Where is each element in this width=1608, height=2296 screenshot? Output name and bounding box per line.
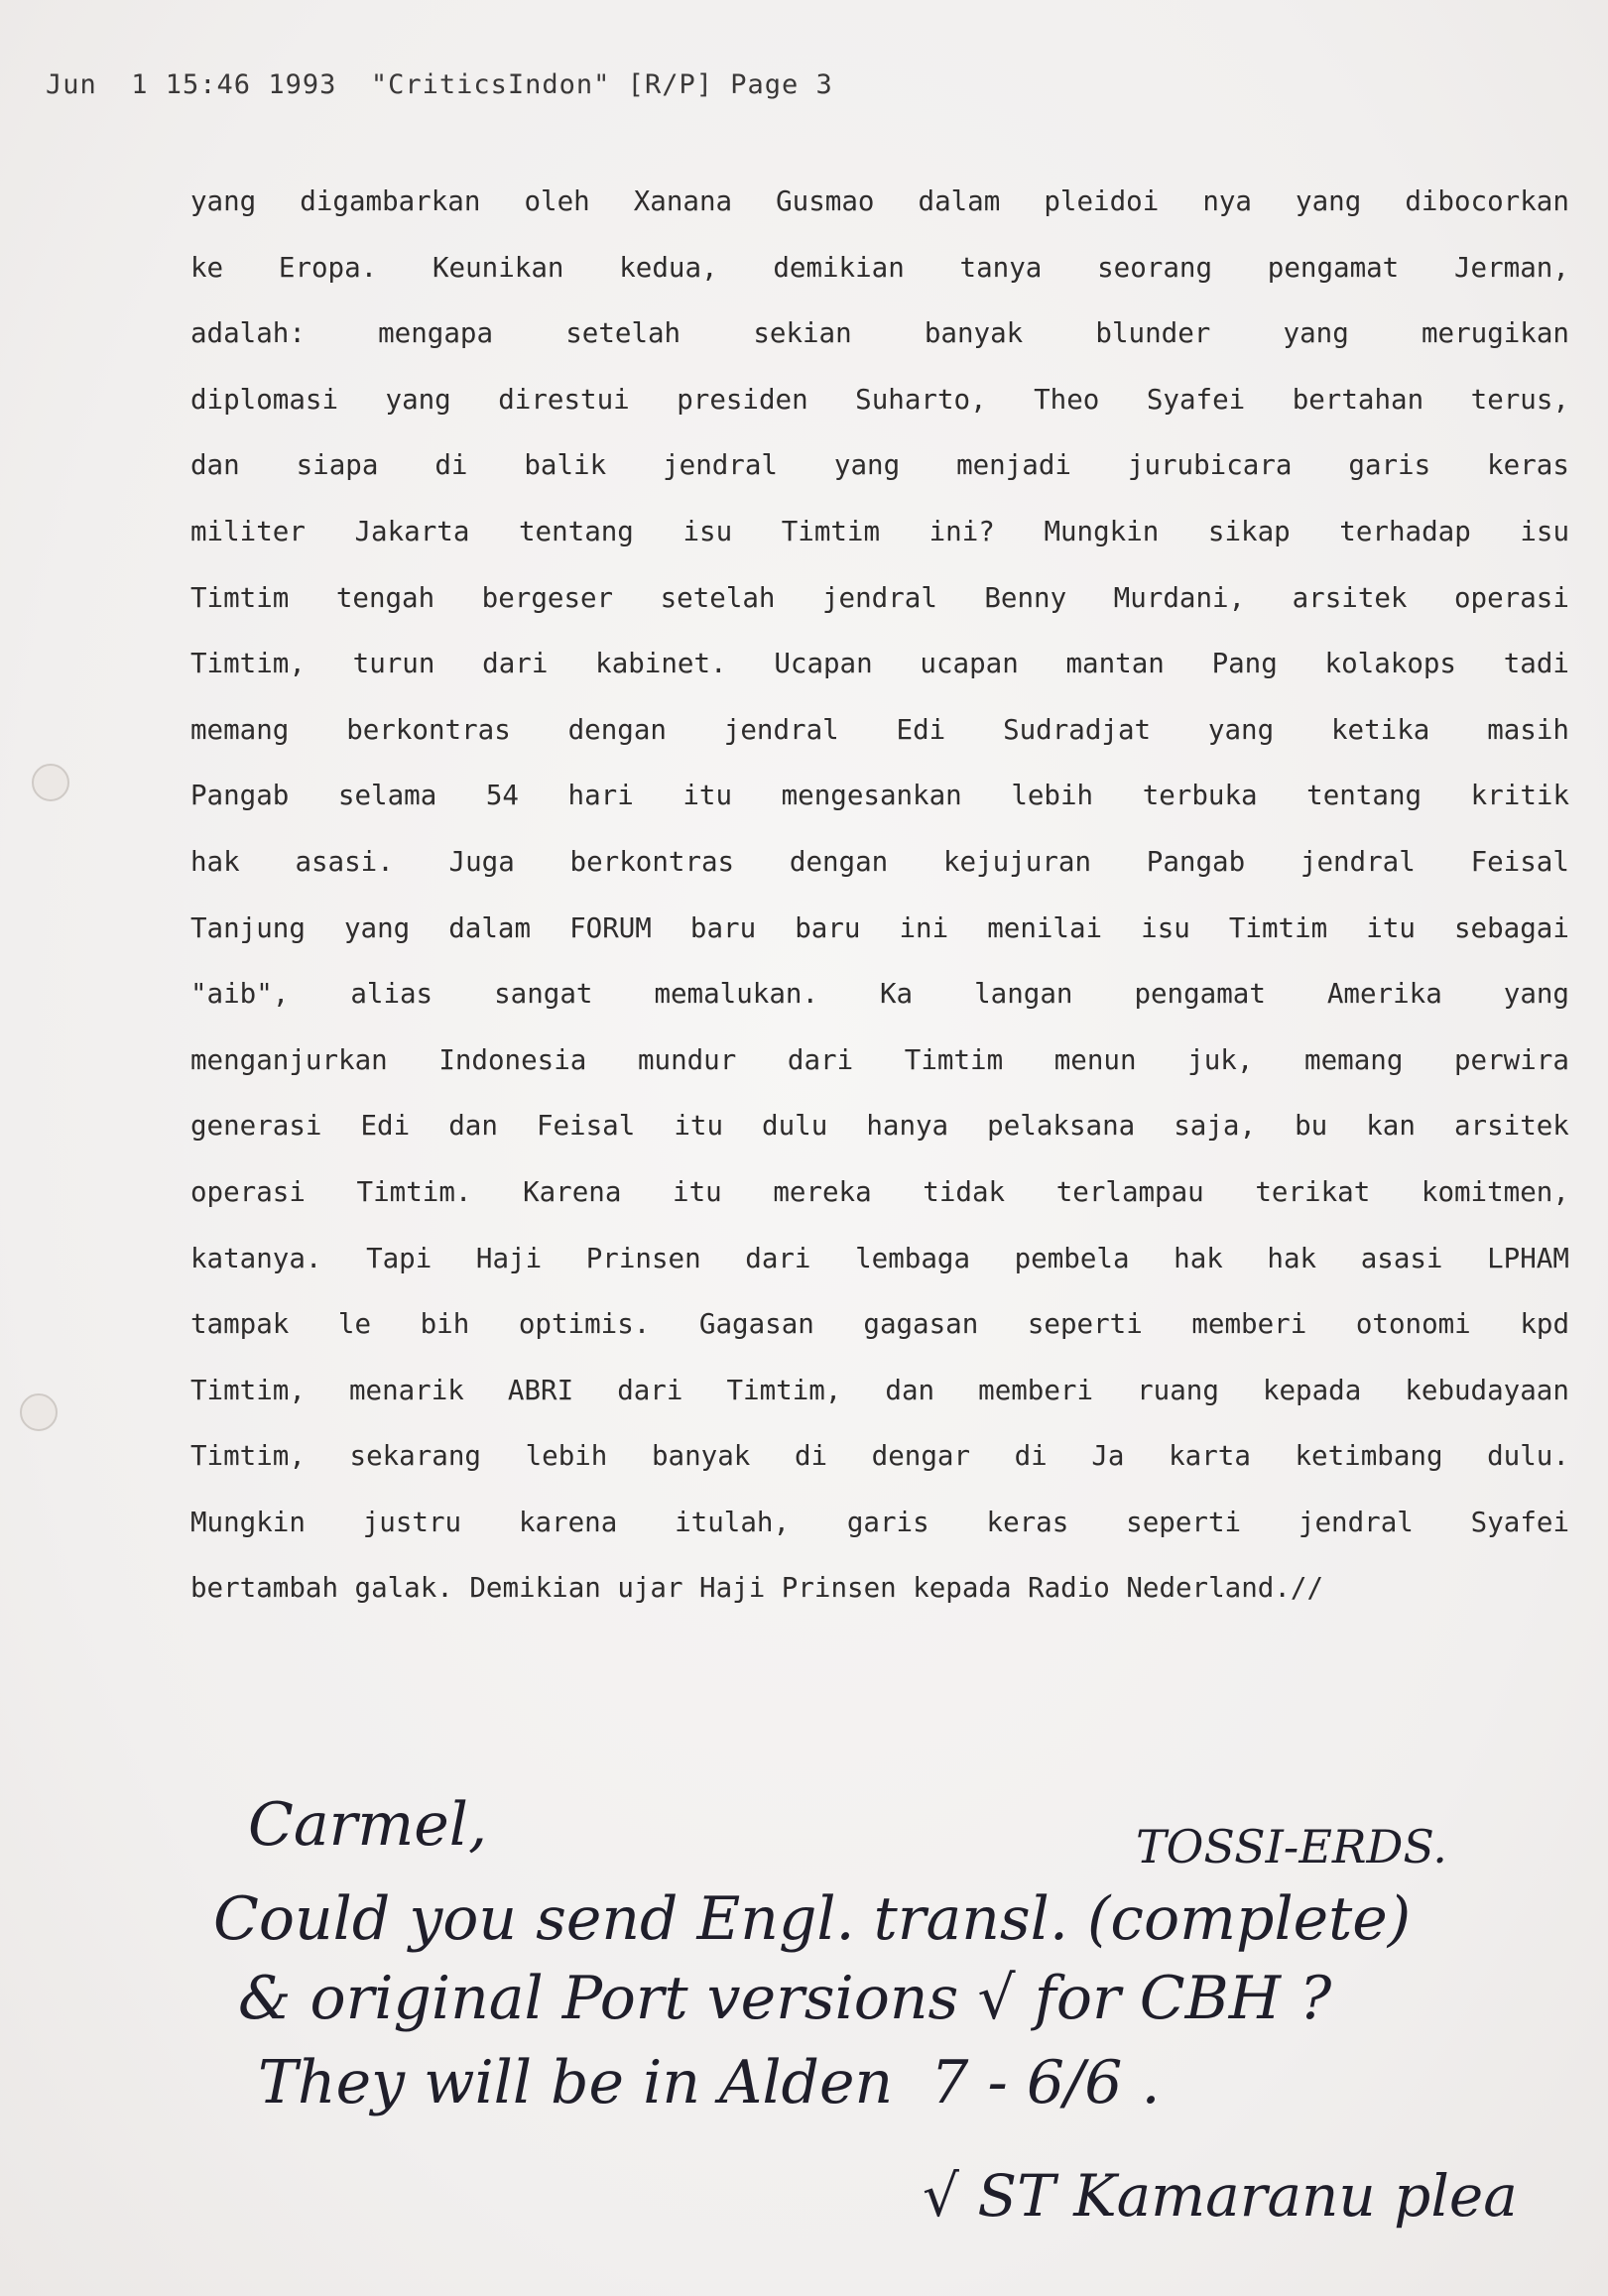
punch-hole-top (32, 764, 69, 801)
handwritten-request-line: They will be in Alden 7 - 6/6 . (258, 2048, 1161, 2117)
body-line: operasi Timtim. Karena itu mereka tidak terlampau terikat komitmen, (190, 1175, 1569, 1208)
body-line: ke Eropa. Keunikan kedua, demikian tanya seorang pengamat Jerman, (190, 251, 1569, 284)
handwritten-request-line: √ ST Kamaranu plea (923, 2162, 1518, 2230)
body-line: Timtim, sekarang lebih banyak di dengar di Ja karta ketimbang dulu. (190, 1440, 1569, 1473)
handwritten-salutation: Carmel, (248, 1790, 488, 1860)
body-line: menganjurkan Indonesia mundur dari Timtim menun juk, memang perwira (190, 1043, 1569, 1076)
punch-hole-bottom (20, 1393, 58, 1431)
body-text (190, 169, 1569, 1622)
handwritten-request-line: Could you send Engl. transl. (complete) (213, 1884, 1412, 1954)
body-line: generasi Edi dan Feisal itu dulu hanya pelaksana saja, bu kan arsitek (190, 1110, 1569, 1143)
body-line: katanya. Tapi Haji Prinsen dari lembaga pembela hak hak asasi LPHAM (190, 1242, 1569, 1274)
body-line: Timtim tengah bergeser setelah jendral Benny Murdani, arsitek operasi (190, 581, 1569, 614)
body-line: "aib", alias sangat memalukan. Ka langan pengamat Amerika yang (190, 978, 1569, 1011)
print-header: Jun 1 15:46 1993 "CriticsIndon" [R/P] Page 3 (46, 69, 833, 100)
body-line: Tanjung yang dalam FORUM baru baru ini menilai isu Timtim itu sebagai (190, 911, 1569, 944)
body-line: militer Jakarta tentang isu Timtim ini? Mungkin sikap terhadap isu (190, 515, 1569, 547)
body-line: diplomasi yang direstui presiden Suharto, Theo Syafei bertahan terus, (190, 383, 1569, 416)
body-line: memang berkontras dengan jendral Edi Sudradjat yang ketika masih (190, 713, 1569, 746)
body-line: Timtim, turun dari kabinet. Ucapan ucapan mantan Pang kolakops tadi (190, 648, 1569, 680)
body-line: bertambah galak. Demikian ujar Haji Prinsen kepada Radio Nederland.// (190, 1572, 1324, 1605)
body-line: Pangab selama 54 hari itu mengesankan lebih terbuka tentang kritik (190, 780, 1569, 812)
body-line: Mungkin justru karena itulah, garis keras seperti jendral Syafei (190, 1506, 1569, 1538)
handwritten-request-line: & original Port versions √ for CBH ? (238, 1964, 1332, 2033)
body-line: Timtim, menarik ABRI dari Timtim, dan memberi ruang kepada kebudayaan (190, 1374, 1569, 1406)
body-line: hak asasi. Juga berkontras dengan kejujuran Pangab jendral Feisal (190, 845, 1569, 878)
body-line: tampak le bih optimis. Gagasan gagasan seperti memberi otonomi kpd (190, 1308, 1569, 1341)
body-line: adalah: mengapa setelah sekian banyak blunder yang merugikan (190, 317, 1569, 350)
body-line: yang digambarkan oleh Xanana Gusmao dalam pleidoi nya yang dibocorkan (190, 185, 1569, 217)
body-line: dan siapa di balik jendral yang menjadi jurubicara garis keras (190, 449, 1569, 482)
handwritten-signature: TOSSI-ERDS. (1136, 1820, 1447, 1873)
